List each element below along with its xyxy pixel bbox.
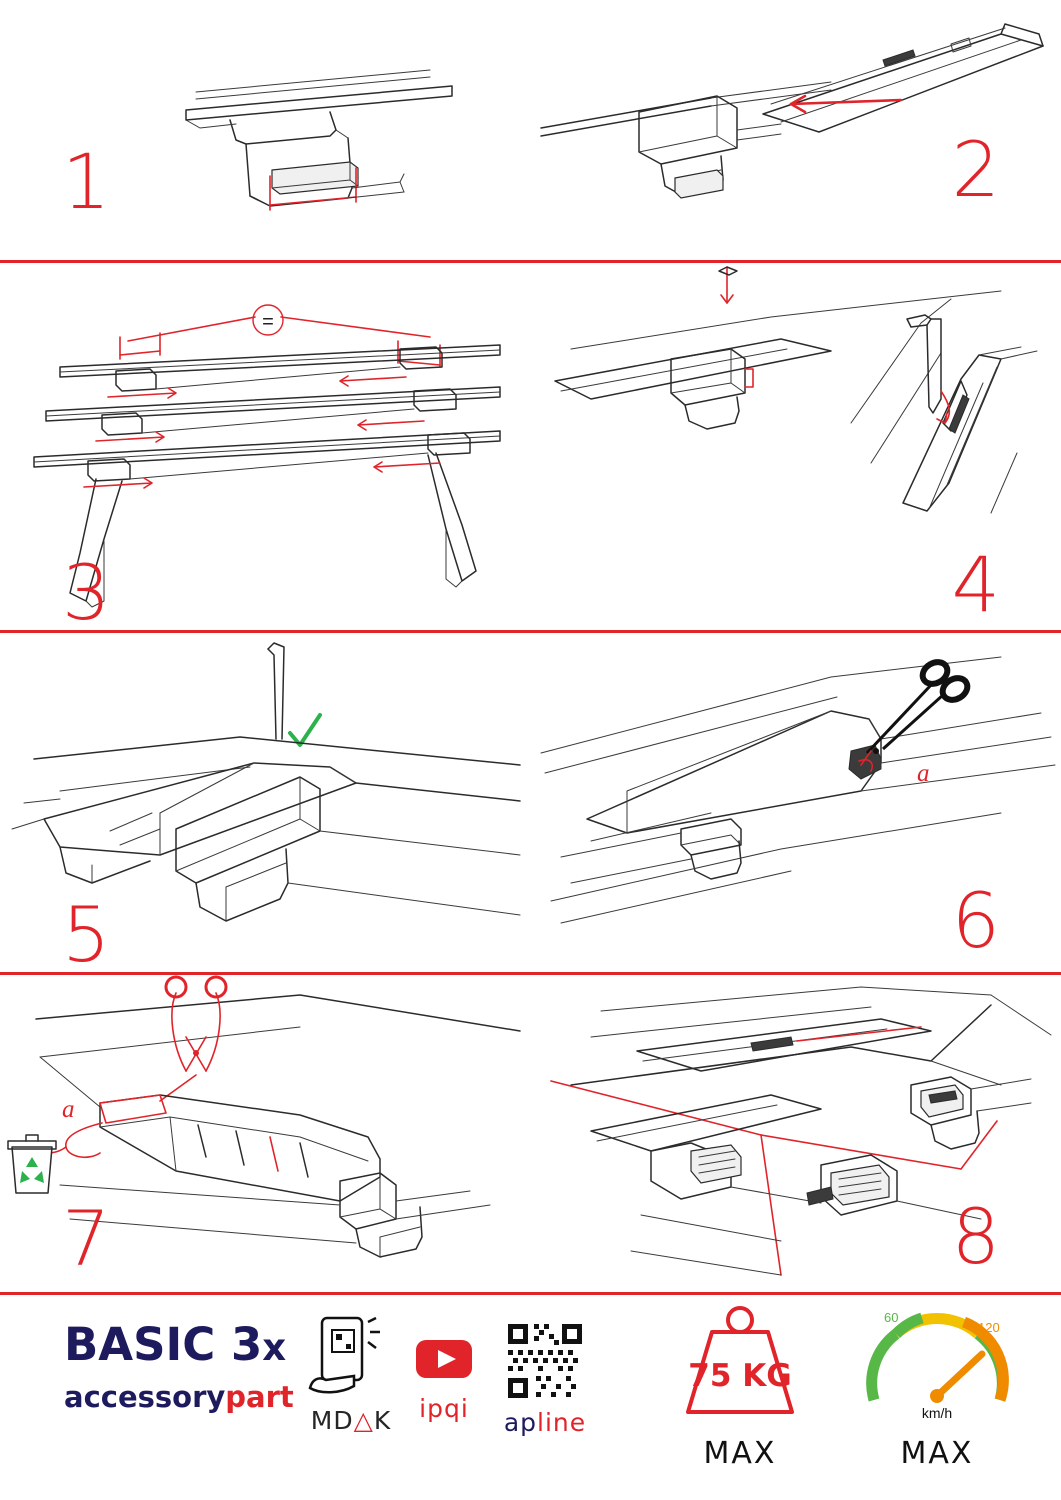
qr-code-icon [480, 1318, 610, 1400]
brand-title-main: BASIC 3 [64, 1318, 263, 1371]
apline-caption-b: line [537, 1408, 587, 1437]
step-number-8: 8 [951, 1192, 999, 1281]
logo-mdak-caption: MD△K [310, 1406, 392, 1435]
scissors-icon [867, 658, 971, 754]
step-panel-5 [0, 633, 530, 972]
speedometer-icon [852, 1302, 1022, 1430]
scissors-icon-red [166, 977, 226, 1071]
mdak-caption-b: K [373, 1406, 392, 1435]
step-panel-4 [531, 263, 1061, 630]
step-panel-3 [0, 263, 530, 630]
youtube-play-icon [396, 1330, 492, 1386]
step-panel-6 [531, 633, 1061, 972]
brand-title-suffix: x [262, 1326, 287, 1369]
weight-icon [660, 1302, 820, 1430]
logo-apline[interactable] [480, 1318, 610, 1437]
step-number-5: 5 [62, 890, 110, 972]
logo-ipqi-caption: ipqi [419, 1394, 469, 1423]
step-number-6: 6 [951, 876, 999, 965]
step-number-3: 3 [62, 548, 110, 630]
brand-sub-first: accessory [64, 1380, 226, 1414]
footer-brand-strip [0, 1296, 1061, 1500]
brand-block [64, 1318, 324, 1414]
step-number-4: 4 [951, 540, 999, 629]
step-number-1: 1 [62, 137, 110, 226]
speed-min-tick: 60 [884, 1310, 899, 1325]
max-weight-block [660, 1302, 820, 1471]
brand-sub-second: part [225, 1380, 294, 1414]
speed-max-caption: MAX [900, 1436, 974, 1471]
label-part-a-step7: a [62, 1096, 75, 1123]
equal-symbol: = [262, 311, 274, 333]
step-number-2: 2 [951, 125, 999, 214]
mdak-caption-a: MD [310, 1406, 354, 1435]
recycle-bin-icon [8, 1135, 56, 1193]
label-part-a-step6: a [917, 760, 930, 787]
brand-title [64, 1318, 324, 1371]
max-speed-block [852, 1302, 1022, 1471]
logo-apline-caption [480, 1408, 610, 1437]
weight-value: 75 KG [688, 1358, 792, 1394]
step-panel-8 [531, 975, 1061, 1292]
step-panel-1 [0, 0, 530, 260]
phone-scan-icon [296, 1314, 406, 1398]
row-separator-4 [0, 1292, 1061, 1295]
apline-caption-a: ap [503, 1408, 538, 1437]
logo-ipqi[interactable] [396, 1330, 492, 1423]
step-panel-2 [531, 0, 1061, 260]
logo-mdak[interactable] [296, 1314, 406, 1435]
step-panel-7 [0, 975, 530, 1292]
brand-subtitle [64, 1380, 324, 1414]
step-number-7: 7 [62, 1194, 110, 1283]
weight-max-caption: MAX [703, 1436, 777, 1471]
speed-unit: km/h [921, 1405, 953, 1421]
speed-max-tick: 120 [978, 1320, 1000, 1335]
